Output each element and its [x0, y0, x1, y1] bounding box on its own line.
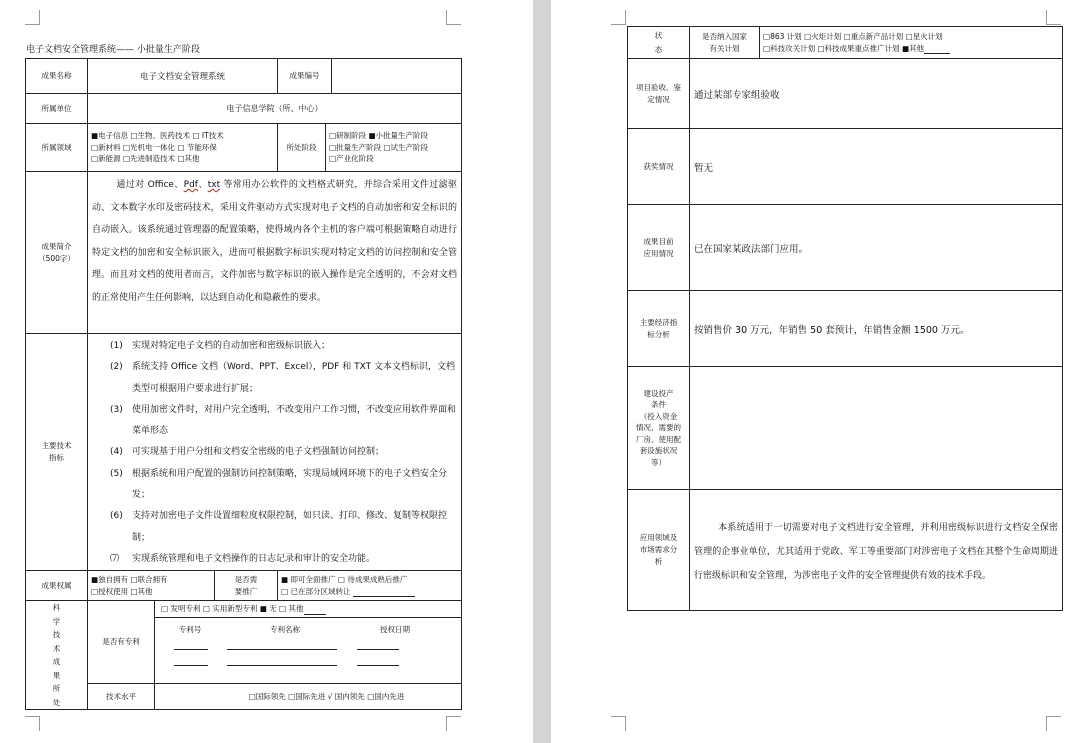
patent-date-line[interactable] — [357, 648, 399, 650]
row-technology-level — [26, 683, 462, 710]
row-patent-options — [26, 601, 462, 617]
row-technical-indicators — [26, 334, 462, 571]
label-acceptance — [628, 59, 690, 129]
label-application-line: 应用情况 — [643, 248, 674, 258]
status-vertical-label: 状态 — [654, 31, 663, 54]
intro-text-part: Pdf — [183, 180, 198, 190]
label-tech-line: 指标 — [49, 453, 64, 463]
status-vertical-label: 科学技术成果所处 — [52, 603, 61, 707]
field-options-line: □新能源 □先进制造技术 □其他 — [91, 154, 200, 164]
document-title: 电子文档安全管理系统—— 小批量生产阶段 — [26, 45, 200, 55]
field-options[interactable] — [88, 124, 278, 172]
label-market-line: 市场需求分 — [639, 545, 678, 554]
tech-indicator-number: (3) — [110, 404, 123, 415]
national-plan-options[interactable] — [760, 27, 1063, 59]
label-economic-analysis — [628, 291, 690, 367]
patent-date-line[interactable] — [357, 664, 399, 666]
label-investment-conditions — [628, 367, 690, 490]
document-page-1 — [0, 0, 533, 743]
technology-level-options[interactable]: □国际领先 □国际先进 √ 国内领先 □国内先进 — [155, 683, 462, 710]
field-options-line: □新材料 □光机电一体化 □ 节能环保 — [91, 142, 217, 152]
row-field — [26, 124, 462, 172]
label-introduction-line: （500字） — [38, 253, 75, 263]
value-application-status: 已在国家某政法部门应用。 — [690, 205, 1063, 291]
promotion-blank-line — [353, 596, 415, 597]
page-corner-mark — [446, 10, 461, 25]
value-achievement-code — [332, 59, 462, 94]
value-economic-analysis: 按销售价 30 万元，年销售 50 套预计，年销售金额 1500 万元。 — [690, 291, 1063, 367]
label-tech-line: 主要技术 — [41, 441, 72, 451]
label-status-side — [26, 601, 88, 710]
label-technology-level: 技术水平 — [88, 683, 155, 710]
label-patent: 是否有专利 — [88, 601, 155, 684]
label-promotion — [215, 571, 278, 601]
promotion-option-text: □ 已在部分区域转让 — [281, 586, 351, 596]
value-awards: 暂无 — [690, 129, 1063, 205]
document-page-2 — [551, 0, 1086, 743]
label-technical-indicators — [26, 334, 88, 571]
label-achievement-code: 成果编号 — [278, 59, 332, 94]
tech-indicator-text: 可实现基于用户分组和文档安全密级的电子文档强制访问控制； — [132, 447, 385, 458]
tech-indicator-item — [110, 442, 457, 463]
label-investment-line: （投入资金 — [639, 411, 678, 421]
page-corner-mark — [1046, 10, 1061, 25]
patent-options-text: □ 发明专利 □ 实用新型专利 ■ 无 □ 其他 — [161, 604, 304, 614]
national-plan-label-line: 是否纳入国家 — [702, 31, 747, 41]
page-corner-mark — [611, 716, 626, 731]
row-investment-conditions — [628, 367, 1063, 490]
label-achievement-name: 成果名称 — [26, 59, 88, 94]
tech-indicator-text: 根据系统和用户配置的强制访问控制策略，实现局域网环境下的电子文档安全分发； — [132, 468, 448, 501]
tech-indicator-number: (2) — [110, 362, 123, 373]
label-application-line: 成果目前 — [643, 236, 674, 246]
patent-no-line[interactable] — [174, 648, 208, 650]
stage-options-line: □产业化阶段 — [329, 154, 374, 164]
tech-indicator-item — [110, 506, 457, 549]
label-market-line: 析 — [654, 557, 663, 566]
patent-name-header: 专利名称 — [270, 624, 300, 634]
label-rights: 成果权属 — [26, 571, 88, 601]
page-corner-mark — [25, 10, 40, 25]
value-unit: 电子信息学院（所、中心） — [88, 94, 462, 124]
tech-indicator-text: 支持对加密电子文件设置细粒度权限控制，如只读、打印、修改、复制等权限控制； — [132, 511, 448, 543]
label-introduction-line: 成果简介 — [41, 241, 72, 251]
page-corner-mark — [25, 716, 40, 731]
promotion-options-line — [281, 586, 458, 598]
label-stage: 所处阶段 — [278, 124, 326, 172]
row-application-status — [628, 205, 1063, 291]
achievement-table-page2 — [627, 26, 1063, 611]
tech-indicator-number: ⑺ — [110, 553, 120, 564]
patent-other-blank — [304, 614, 326, 615]
row-awards — [628, 129, 1063, 205]
page-corner-mark — [1046, 716, 1061, 731]
label-awards: 获奖情况 — [628, 129, 690, 205]
tech-indicator-text: 实现对特定电子文档的自动加密和密级标识嵌入； — [132, 341, 331, 351]
patent-options[interactable] — [155, 601, 462, 617]
page-corner-mark — [611, 10, 626, 25]
tech-indicator-number: (1) — [110, 341, 123, 351]
label-market-analysis — [628, 490, 690, 611]
label-acceptance-line: 定情况 — [647, 94, 670, 104]
national-plan-label-line: 有关计划 — [709, 43, 740, 53]
label-investment-line: 等） — [651, 457, 666, 467]
national-plan-options-line — [763, 43, 1059, 55]
row-rights — [26, 571, 462, 601]
value-achievement-name: 电子文档安全管理系统 — [88, 59, 278, 94]
label-economic-line: 主要经济指 — [639, 317, 678, 327]
row-introduction — [26, 172, 462, 334]
stage-options[interactable] — [326, 124, 462, 172]
row-economic-analysis — [628, 291, 1063, 367]
tech-list — [88, 334, 461, 570]
patent-date-header: 授权日期 — [380, 624, 410, 634]
label-investment-line: 厂房、使用配 — [636, 434, 681, 444]
page-corner-mark — [446, 716, 461, 731]
tech-indicator-item — [110, 336, 457, 357]
introduction-text — [88, 172, 462, 334]
row-market-analysis — [628, 490, 1063, 611]
label-introduction — [26, 172, 88, 334]
national-plan-other-blank — [924, 53, 950, 54]
tech-indicator-number: (5) — [110, 468, 123, 479]
tech-indicator-number: (6) — [110, 511, 123, 522]
technical-indicators-list — [88, 334, 462, 571]
label-investment-line: 套设施状况 — [639, 446, 678, 456]
stage-options-line: □研制阶段 ■小批量生产阶段 — [329, 131, 429, 141]
patent-no-header: 专利号 — [178, 624, 202, 634]
intro-text-part: txt — [207, 180, 221, 190]
tech-indicator-number: (4) — [110, 447, 123, 458]
value-investment-conditions[interactable] — [690, 367, 1063, 490]
rights-options-line: □授权使用 □其他 — [91, 586, 153, 596]
label-acceptance-line: 项目验收、鉴 — [636, 82, 681, 92]
label-investment-line: 条件 — [651, 400, 666, 410]
patent-details — [155, 617, 462, 683]
patent-no-line[interactable] — [174, 664, 208, 666]
patent-name-line[interactable] — [227, 648, 337, 650]
row-unit — [26, 94, 462, 124]
patent-name-line[interactable] — [227, 664, 337, 666]
label-promotion-line: 是否需 — [234, 574, 258, 584]
page-gutter — [533, 0, 551, 743]
rights-options-line: ■独自拥有 □联合拥有 — [91, 575, 168, 585]
tech-indicator-text: 使用加密文件时，对用户完全透明，不改变用户工作习惯，不改变应用软件界面和菜单形态 — [132, 404, 457, 437]
market-analysis-text: 本系统适用于一切需要对电子文档进行安全管理，并利用密级标识进行文档安全保密管理的企事业单位，尤其适用于党政、军工等重要部门对涉密电子文档在其整个生命周期进行密级标识和安全管理，为涉密电子文件的安全管理提供有效的技术手段。 — [694, 523, 1058, 581]
label-investment-line: 情况、需要的 — [636, 423, 681, 433]
intro-text-part: 通过对 Office、 — [116, 180, 184, 190]
value-acceptance: 通过某部专家组验收 — [690, 59, 1063, 129]
national-plan-option-text: □科技攻关计划 □科技成果重点推广计划 ■其他 — [763, 43, 925, 53]
label-investment-line: 建设投产 — [643, 388, 674, 398]
row-national-plan — [628, 27, 1063, 59]
promotion-options[interactable] — [278, 571, 462, 601]
rights-options[interactable] — [88, 571, 215, 601]
label-market-line: 应用领域及 — [639, 533, 678, 542]
intro-text-part: 、 — [197, 180, 208, 190]
tech-indicator-text: 实现系统管理和电子文档操作的日志记录和审计的安全功能。 — [132, 553, 376, 564]
label-field: 所属领域 — [26, 124, 88, 172]
achievement-table-page1 — [25, 58, 462, 710]
intro-text-part: 等常用办公软件的文档格式研究，并综合采用文件过滤驱动、文本数字水印及密码技术，采用文件驱动方式实现对电子文档的自动加密和安全标识的自动嵌入。该系统通过管理器的配置策略，使得域内各个主机的客户端可根据策略自动进行特定文档的加密和安全标识嵌入，进而可根据数字标识实现对特定文档的访问控制和安全管理。而且对文档的使用者而言，文件加密与数字标识的嵌入操作是完全透明的，不会对文档的正常使用产生任何影响，以达到自动化和隐蔽性的要求。 — [92, 180, 457, 303]
tech-indicator-item — [110, 464, 457, 507]
tech-indicator-item — [110, 400, 457, 443]
row-achievement-name — [26, 59, 462, 94]
stage-options-line: □批量生产阶段 □试生产阶段 — [329, 142, 429, 152]
label-national-plan — [690, 27, 760, 59]
row-acceptance — [628, 59, 1063, 129]
national-plan-options-line: □863 计划 □火炬计划 □重点新产品计划 □星火计划 — [763, 32, 943, 41]
label-economic-line: 标分析 — [647, 329, 670, 339]
tech-indicator-item — [110, 549, 457, 570]
field-options-line: ■电子信息 □生物、医药技术 □ IT技术 — [91, 131, 224, 141]
label-status — [628, 27, 690, 59]
label-unit: 所属单位 — [26, 94, 88, 124]
label-promotion-line: 要推广 — [234, 586, 258, 596]
label-application-status — [628, 205, 690, 291]
tech-indicator-item — [110, 357, 457, 400]
tech-indicator-text: 系统支持 Office 文档（Word、PPT、Excel），PDF 和 TXT 文本文档标识，文档类型可根据用户要求进行扩展； — [132, 362, 455, 394]
promotion-options-line: ■ 即可全面推广 □ 待成果成熟后推广 — [281, 575, 408, 585]
value-market-analysis — [690, 490, 1063, 611]
